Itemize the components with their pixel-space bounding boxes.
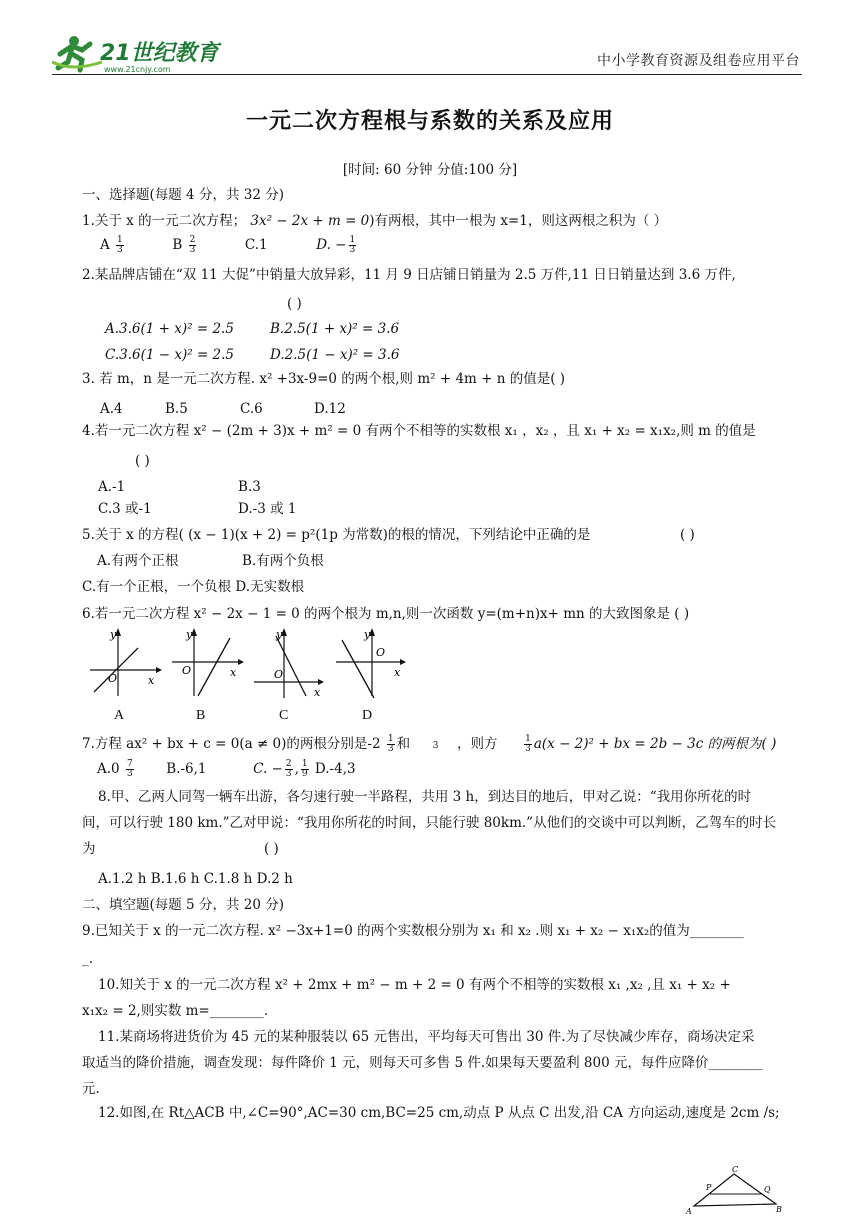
graph-c-label: C xyxy=(279,708,289,723)
section-fill: 二、填空题(每题 5 分，共 20 分) xyxy=(82,897,284,913)
graph-c xyxy=(250,626,330,702)
svg-text:y: y xyxy=(276,628,283,641)
platform-name: 中小学教育资源及组卷应用平台 xyxy=(597,53,800,69)
exam-meta: [时间: 60 分钟 分值:100 分] xyxy=(342,162,518,178)
section-choice: 一、选择题(每题 4 分，共 32 分) xyxy=(82,187,284,203)
q11-line2: 取适当的降价措施，调查发现：每件降价 1 元，则每天可多售 5 件.如果每天要盈利 800 元，每件应降价________ xyxy=(82,1055,763,1071)
q1-stem-b: )有两根，其中一根为 x=1，则这两根之积为（ ） xyxy=(369,213,668,229)
q6-stem: 6.若一元二次方程 x² − 2x − 1 = 0 的两个根为 m,n,则一次函数 y=(m+n)x+ mn 的大致图象是 ( ) xyxy=(82,606,690,622)
q7-options: A.0 $\frac{7}{3}$ B.-6,1 C. − $\frac{2}{3}$ , $\frac{1}{9}$ D.-4,3 xyxy=(97,759,356,779)
q3-option-d: D.12 xyxy=(314,401,346,417)
q2-option-a: A.3.6(1 + x)² = 2.5 xyxy=(105,321,234,337)
graph-b-label: B xyxy=(196,708,206,723)
q7-eq-fraction: $\frac{1}{3}$ xyxy=(525,734,531,754)
q10-line1: 10.知关于 x 的一元二次方程 x² + 2mx + m² − m + 2 = 0 有两个不相等的实数根 x₁ ,x₂ ,且 x₁ + x₂ + xyxy=(98,977,731,993)
q7-stem-b: 和 xyxy=(396,736,411,752)
q7-option-a: A.0 xyxy=(97,761,120,777)
svg-text:O: O xyxy=(182,664,192,677)
svg-text:y: y xyxy=(364,628,371,641)
svg-text:x: x xyxy=(314,686,321,699)
q8-paren: ( ) xyxy=(264,841,279,857)
q1-option-b-fraction: $\frac{2}{3}$ xyxy=(189,235,196,255)
header-divider xyxy=(52,74,802,75)
page-title: 一元二次方程根与系数的关系及应用 xyxy=(245,109,614,134)
q4-option-c: C.3 或-1 xyxy=(98,501,152,517)
q1-option-c: C.1 xyxy=(244,237,268,253)
q4-option-d: D.-3 或 1 xyxy=(238,501,297,517)
q9-line1: 9.已知关于 x 的一元二次方程. x² −3x+1=0 的两个实数根分别为 x₁ 和 x₂ .则 x₁ + x₂ − x₁x₂的值为________ xyxy=(82,923,744,939)
runner-icon xyxy=(52,36,102,70)
q2-option-b: B.2.5(1 + x)² = 3.6 xyxy=(270,321,400,337)
q1-option-d: D. − xyxy=(316,237,347,253)
q7-stem-a: 7.方程 ax² + bx + c = 0(a ≠ 0)的两根分别是-2 xyxy=(82,736,381,752)
q2-option-c: C.3.6(1 − x)² = 2.5 xyxy=(105,347,235,363)
svg-text:x: x xyxy=(394,666,401,679)
q8-line2: 间，可以行驶 180 km.”乙对甲说：“我用你所花的时间，只能行驶 80km.”从他们的交谈中可以判断，乙驾车的时长 xyxy=(82,815,777,831)
q7-option-b: B.-6,1 xyxy=(166,761,207,777)
q3-option-a: A.4 xyxy=(100,401,123,417)
q7-one-third: $\frac{1}{3}$ xyxy=(387,734,394,754)
svg-text:P: P xyxy=(706,1183,712,1192)
svg-text:A: A xyxy=(686,1207,692,1214)
q1-options xyxy=(100,236,358,255)
svg-text:O: O xyxy=(274,668,284,681)
q7-option-a-fraction: $\frac{7}{3}$ xyxy=(126,759,133,779)
svg-text:O: O xyxy=(376,646,386,659)
q1-stem xyxy=(82,212,667,230)
q5-option-a: A.有两个正根 xyxy=(97,553,179,569)
q2-stem: 2.某品牌店铺在“双 11 大促”中销量大放异彩，11 月 9 日店铺日销量为 2.5 万件,11 日日销量达到 3.6 万件, xyxy=(82,267,736,283)
q5-option-cd: C.有一个正根，一个负根 D.无实数根 xyxy=(82,579,305,595)
q2-paren: ( ) xyxy=(287,296,302,312)
q4-paren: ( ) xyxy=(135,453,150,469)
q10-line2: x₁x₂ = 2,则实数 m=________. xyxy=(82,1003,269,1019)
q1-option-b: B xyxy=(172,237,183,253)
q5-stem: 5.关于 x 的方程( (x − 1)(x + 2) = p²(1p 为常数)的根的情况，下列结论中正确的是 xyxy=(82,527,591,543)
q4-stem: 4.若一元二次方程 x² − (2m + 3)x + m² = 0 有两个不相等的实数根 x₁ ，x₂ ，且 x₁ + x₂ = x₁x₂,则 m 的值是 xyxy=(82,423,756,439)
svg-text:x: x xyxy=(230,666,237,679)
q12-line1: 12.如图,在 Rt△ACB 中,∠C=90°,AC=30 cm,BC=25 cm,动点 P 从点 C 出发,沿 CA 方向运动,速度是 2cm /s; xyxy=(98,1105,780,1121)
graph-a xyxy=(84,626,164,702)
q4-option-b: B.3 xyxy=(238,479,261,495)
q11-line3: 元. xyxy=(82,1081,100,1097)
q8-line3: 为 xyxy=(82,841,96,857)
svg-text:Q: Q xyxy=(764,1185,771,1194)
svg-text:y: y xyxy=(186,628,193,641)
q2-option-d: D.2.5(1 − x)² = 3.6 xyxy=(270,347,400,363)
graph-a-label: A xyxy=(114,708,125,723)
graph-b xyxy=(168,626,248,702)
q7-stem-d: ，则方 xyxy=(457,736,498,752)
q7-option-c-frac1: $\frac{2}{3}$ xyxy=(285,759,292,779)
q1-option-d-fraction: $\frac{1}{3}$ xyxy=(349,235,356,255)
q5-paren: ( ) xyxy=(680,527,695,543)
q3-option-c: C.6 xyxy=(240,401,263,417)
q7-equation: a(x − 2)² + bx = 2b − 3c 的两根为( ) xyxy=(533,736,777,752)
q9-line2: _. xyxy=(82,951,94,967)
q1-option-a-fraction: $\frac{1}{3}$ xyxy=(117,235,123,255)
svg-text:B: B xyxy=(776,1205,782,1214)
q8-options: A.1.2 h B.1.6 h C.1.8 h D.2 h xyxy=(98,871,293,887)
q3-stem: 3. 若 m，n 是一元二次方程. x² +3x-9=0 的两个根,则 m² + 4m + n 的值是( ) xyxy=(82,371,566,387)
q8-line1: 8.甲、乙两人同驾一辆车出游，各匀速行驶一半路程，共用 3 h，到达目的地后，甲对乙说：“我用你所花的时 xyxy=(98,789,752,805)
q5-option-b: B.有两个负根 xyxy=(242,553,324,569)
svg-text:O: O xyxy=(108,672,118,685)
svg-text:y: y xyxy=(110,628,117,641)
logo-url: www.21cnjy.com xyxy=(104,65,171,74)
q7-stem-c: 3 xyxy=(432,741,439,751)
q11-line1: 11.某商场将进货价为 45 元的某种服装以 65 元售出，平均每天可售出 30 件.为了尽快减少库存，商场决定采 xyxy=(98,1029,755,1045)
graph-d-label: D xyxy=(362,708,373,723)
graph-d xyxy=(332,626,412,702)
q7-option-c-frac2: $\frac{1}{9}$ xyxy=(301,759,308,779)
svg-text:C: C xyxy=(732,1165,739,1174)
logo-text: 21世纪教育 xyxy=(100,41,219,66)
svg-text:x: x xyxy=(148,674,155,687)
logo xyxy=(52,32,227,74)
q1-equation: 3x² − 2x + m = 0 xyxy=(250,213,370,229)
q7-stem xyxy=(82,735,776,755)
q4-option-a: A.-1 xyxy=(98,479,126,495)
q3-option-b: B.5 xyxy=(165,401,188,417)
triangle-figure xyxy=(684,1160,784,1214)
q7-option-c: C. − xyxy=(253,761,283,777)
q1-stem-a: 1.关于 x 的一元二次方程； xyxy=(82,213,247,229)
q1-option-a: A xyxy=(100,237,110,253)
q7-option-d: D.-4,3 xyxy=(314,761,356,777)
